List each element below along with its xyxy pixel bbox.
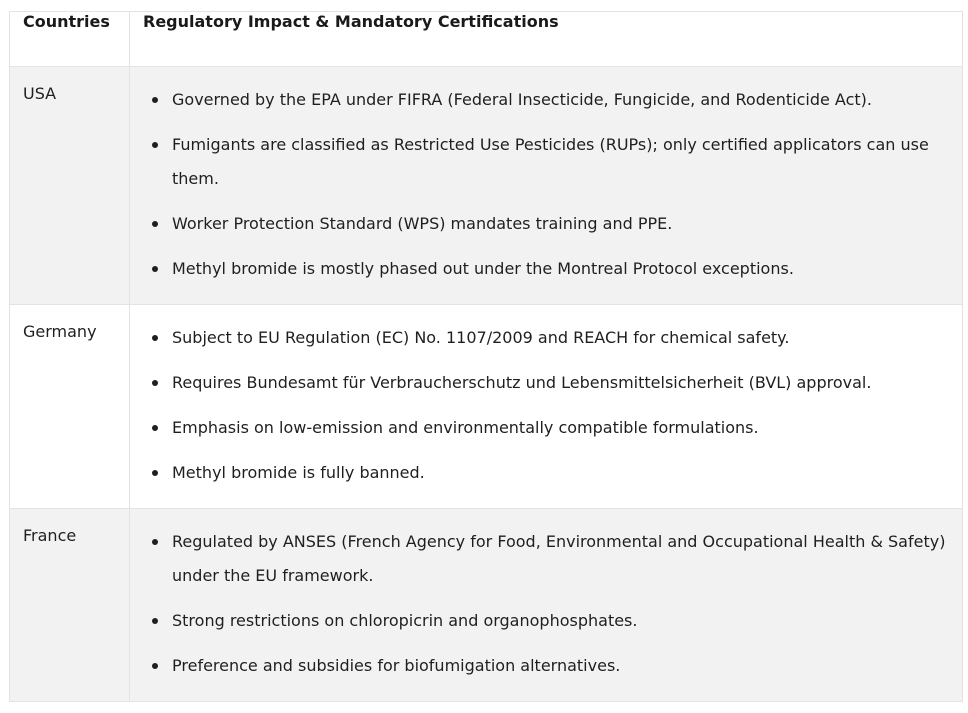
country-cell: France — [10, 509, 130, 702]
header-countries: Countries — [10, 12, 130, 67]
list-item-text: Fumigants are classified as Restricted Use Pesticides (RUPs); only certified applicators can use them. — [172, 135, 929, 188]
list-item — [143, 411, 948, 445]
list-item-text: Preference and subsidies for biofumigation alternatives. — [172, 656, 621, 675]
table-row — [10, 305, 963, 509]
impact-cell — [130, 67, 963, 305]
bullet-icon — [152, 380, 158, 386]
bullet-icon — [152, 221, 158, 227]
list-item-text: Strong restrictions on chloropicrin and organophosphates. — [172, 611, 638, 630]
list-item — [143, 604, 948, 638]
header-row — [10, 12, 963, 67]
bullet-icon — [152, 470, 158, 476]
list-item — [143, 83, 948, 117]
list-item — [143, 525, 948, 593]
bullet-icon — [152, 618, 158, 624]
bullet-icon — [152, 539, 158, 545]
table-header — [10, 12, 963, 67]
bullet-icon — [152, 425, 158, 431]
country-cell: Germany — [10, 305, 130, 509]
header-regulatory-impact: Regulatory Impact & Mandatory Certifications — [130, 12, 963, 67]
list-item-text: Requires Bundesamt für Verbraucherschutz und Lebensmittelsicherheit (BVL) approval. — [172, 373, 872, 392]
list-item-text: Methyl bromide is fully banned. — [172, 463, 425, 482]
bullet-list — [143, 321, 948, 490]
list-item-text: Governed by the EPA under FIFRA (Federal Insecticide, Fungicide, and Rodenticide Act). — [172, 90, 872, 109]
list-item — [143, 366, 948, 400]
bullet-icon — [152, 142, 158, 148]
bullet-list — [143, 83, 948, 286]
list-item — [143, 252, 948, 286]
bullet-list — [143, 525, 948, 683]
table-row — [10, 509, 963, 702]
table-row — [10, 67, 963, 305]
bullet-icon — [152, 266, 158, 272]
bullet-icon — [152, 335, 158, 341]
list-item — [143, 456, 948, 490]
list-item-text: Regulated by ANSES (French Agency for Food, Environmental and Occupational Health & Safety) under the EU framework. — [172, 532, 946, 585]
list-item — [143, 649, 948, 683]
bullet-icon — [152, 663, 158, 669]
list-item — [143, 207, 948, 241]
list-item-text: Worker Protection Standard (WPS) mandates training and PPE. — [172, 214, 673, 233]
list-item — [143, 128, 948, 196]
bullet-icon — [152, 97, 158, 103]
regulatory-table — [9, 11, 963, 702]
country-cell: USA — [10, 67, 130, 305]
list-item — [143, 321, 948, 355]
impact-cell — [130, 305, 963, 509]
impact-cell — [130, 509, 963, 702]
table-body — [10, 67, 963, 702]
list-item-text: Emphasis on low-emission and environmentally compatible formulations. — [172, 418, 759, 437]
list-item-text: Subject to EU Regulation (EC) No. 1107/2009 and REACH for chemical safety. — [172, 328, 790, 347]
list-item-text: Methyl bromide is mostly phased out under the Montreal Protocol exceptions. — [172, 259, 794, 278]
